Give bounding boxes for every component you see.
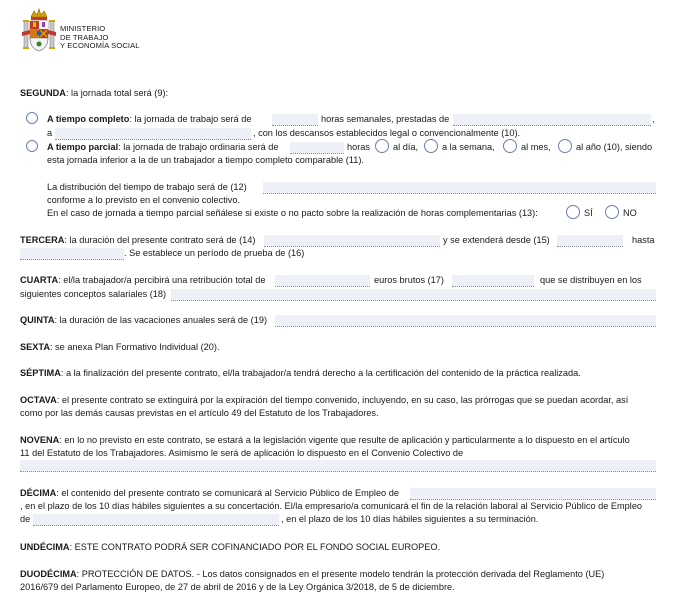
quinta-title: QUINTA — [20, 315, 55, 325]
tercera-text3: hasta — [632, 235, 655, 245]
tc-text3: , con los descansos establecidos legal o convencionalmente (10). — [253, 128, 521, 138]
tiempo-completo-line1 — [47, 114, 251, 125]
undecima-title: UNDÉCIMA — [20, 542, 70, 552]
undecima-text1: : ESTE CONTRATO PODRÁ SER COFINANCIADO POR EL FONDO SOCIAL EUROPEO. — [69, 542, 441, 552]
tiempo-parcial-radio[interactable] — [26, 140, 38, 152]
dist-text2: conforme a lo previsto en el convenio colectivo. — [47, 195, 241, 205]
opt-semana: a la semana, — [442, 142, 495, 152]
fecha-hasta-field[interactable] — [20, 248, 124, 260]
novena-text2: 11 del Estatuto de los Trabajadores. Asimismo le será de aplicación lo dispuesto en el Convenio Colectivo de — [20, 448, 464, 458]
segunda-clause — [20, 88, 168, 99]
no-label: NO — [623, 208, 637, 218]
al-ano-radio[interactable] — [558, 139, 572, 153]
cuarta-text2: euros brutos (17) — [374, 275, 444, 285]
duodecima-text2: 2016/679 del Parlamento Europeo, de 27 de abril de 2016 y de la Ley Orgánica 3/2018, de 5 de diciembre. — [20, 582, 455, 592]
horario-field[interactable] — [55, 128, 251, 140]
ministry-line-2: DE TRABAJO — [60, 32, 109, 42]
tercera-text1: : la duración del presente contrato será de (14) — [64, 235, 256, 245]
tc-comma: , — [652, 114, 655, 124]
tc-lead: a — [47, 128, 53, 138]
tiempo-parcial-label: A tiempo parcial — [47, 142, 119, 152]
quinta-text1: : la duración de las vacaciones anuales será de (19) — [54, 315, 268, 325]
convenio-colectivo-field[interactable] — [20, 460, 656, 472]
sexta-text1: : se anexa Plan Formativo Individual (20). — [49, 342, 220, 352]
octava-title: OCTAVA — [20, 395, 57, 405]
al-mes-radio[interactable] — [503, 139, 517, 153]
tercera-text2: y se extenderá desde (15) — [443, 235, 550, 245]
cuarta-text4: siguientes conceptos salariales (18) — [20, 289, 167, 299]
tp-text1: : la jornada de trabajo ordinaria será de — [118, 142, 279, 152]
retribucion-extra-field[interactable] — [452, 275, 534, 287]
novena-text1: : en lo no previsto en este contrato, se estará a la legislación vigente que resulte de aplicación y particularmente a lo dispuesto en el artículo — [59, 435, 630, 445]
horas-parcial-field[interactable] — [290, 142, 344, 154]
septima-clause — [20, 368, 581, 379]
tp-hours: horas — [347, 142, 370, 152]
septima-title: SÉPTIMA — [20, 368, 61, 378]
dist-text1: La distribución del tiempo de trabajo será de (12) — [47, 182, 247, 192]
al-dia-radio[interactable] — [375, 139, 389, 153]
vacaciones-field[interactable] — [275, 315, 656, 327]
ministry-name — [60, 25, 140, 51]
decima-title: DÉCIMA — [20, 488, 57, 498]
decima-text4: , en el plazo de los 10 días hábiles siguientes a su terminación. — [281, 514, 539, 524]
fecha-desde-field[interactable] — [557, 235, 623, 247]
si-label: SÍ — [584, 208, 593, 218]
segunda-title: SEGUNDA — [20, 88, 66, 98]
horas-complementarias-no-radio[interactable] — [605, 205, 619, 219]
tiempo-completo-label: A tiempo completo — [47, 114, 130, 124]
opt-mes: al mes, — [521, 142, 551, 152]
novena-clause — [20, 435, 630, 446]
decima-text1: : el contenido del presente contrato se comunicará al Servicio Público de Empleo de — [56, 488, 399, 498]
octava-text1: : el presente contrato se extinguirá por la expiración del tiempo convenido, incluyendo, en su caso, las prórrogas que se puedan acordar, así — [56, 395, 629, 405]
servicio-empleo-field[interactable] — [410, 488, 656, 500]
cuarta-text1: : el/la trabajador/a percibirá una retribución total de — [58, 275, 266, 285]
tercera-title: TERCERA — [20, 235, 65, 245]
segunda-intro: : la jornada total será (9): — [65, 88, 169, 98]
decima-text2: , en el plazo de los 10 días hábiles siguientes a su concertación. El/la empresario/a comunicará el fin de la relación laboral al Servicio Público de Empleo — [20, 501, 643, 511]
duodecima-title: DUODÉCIMA — [20, 569, 77, 579]
quinta-clause — [20, 315, 267, 326]
cuarta-clause — [20, 275, 265, 286]
tc-text2: horas semanales, prestadas de — [321, 114, 450, 124]
duodecima-clause — [20, 569, 604, 580]
decima-text3: de — [20, 514, 31, 524]
opt-ano: al año (10), siendo — [576, 142, 653, 152]
a-la-semana-radio[interactable] — [424, 139, 438, 153]
ministry-line-3: Y ECONOMÍA SOCIAL — [60, 41, 140, 51]
dias-semana-field[interactable] — [453, 114, 651, 126]
horas-complementarias-si-radio[interactable] — [566, 205, 580, 219]
undecima-clause — [20, 542, 440, 553]
spain-coat-of-arms-icon — [22, 8, 56, 54]
sexta-title: SEXTA — [20, 342, 50, 352]
cuarta-text3: que se distribuyen en los — [540, 275, 642, 285]
dist-text3: En el caso de jornada a tiempo parcial señálese si existe o no pacto sobre la realización de horas complementarias (13): — [47, 208, 538, 218]
tp-text2: esta jornada inferior a la de un trabajador a tiempo completo comparable (11). — [47, 155, 364, 165]
tiempo-parcial-line1 — [47, 142, 279, 153]
retribucion-field[interactable] — [275, 275, 370, 287]
duracion-contrato-field[interactable] — [264, 235, 440, 247]
distribucion-field[interactable] — [263, 182, 656, 194]
duodecima-text1: : PROTECCIÓN DE DATOS. - Los datos consignados en el presente modelo tendrán la protección derivada del Reglamento (UE) — [76, 569, 605, 579]
sexta-clause — [20, 342, 220, 353]
octava-text2: como por las demás causas previstas en el artículo 49 del Estatuto de los Trabajadores. — [20, 408, 379, 418]
tercera-text4: . Se establece un período de prueba de (16) — [124, 248, 305, 258]
novena-title: NOVENA — [20, 435, 60, 445]
tc-text1: : la jornada de trabajo será de — [129, 114, 252, 124]
tercera-clause — [20, 235, 255, 246]
horas-semanales-field[interactable] — [272, 114, 318, 126]
septima-text1: : a la finalización del presente contrato, el/la trabajador/a tendrá derecho a la certificación del contenido de la práctica realizada. — [60, 368, 581, 378]
servicio-empleo-fin-field[interactable] — [33, 514, 279, 526]
tiempo-completo-radio[interactable] — [26, 112, 38, 124]
ministry-line-1: MINISTERIO — [60, 24, 106, 33]
cuarta-title: CUARTA — [20, 275, 59, 285]
octava-clause — [20, 395, 628, 406]
opt-dia: al día, — [393, 142, 419, 152]
conceptos-salariales-field[interactable] — [171, 289, 656, 301]
decima-clause — [20, 488, 399, 499]
